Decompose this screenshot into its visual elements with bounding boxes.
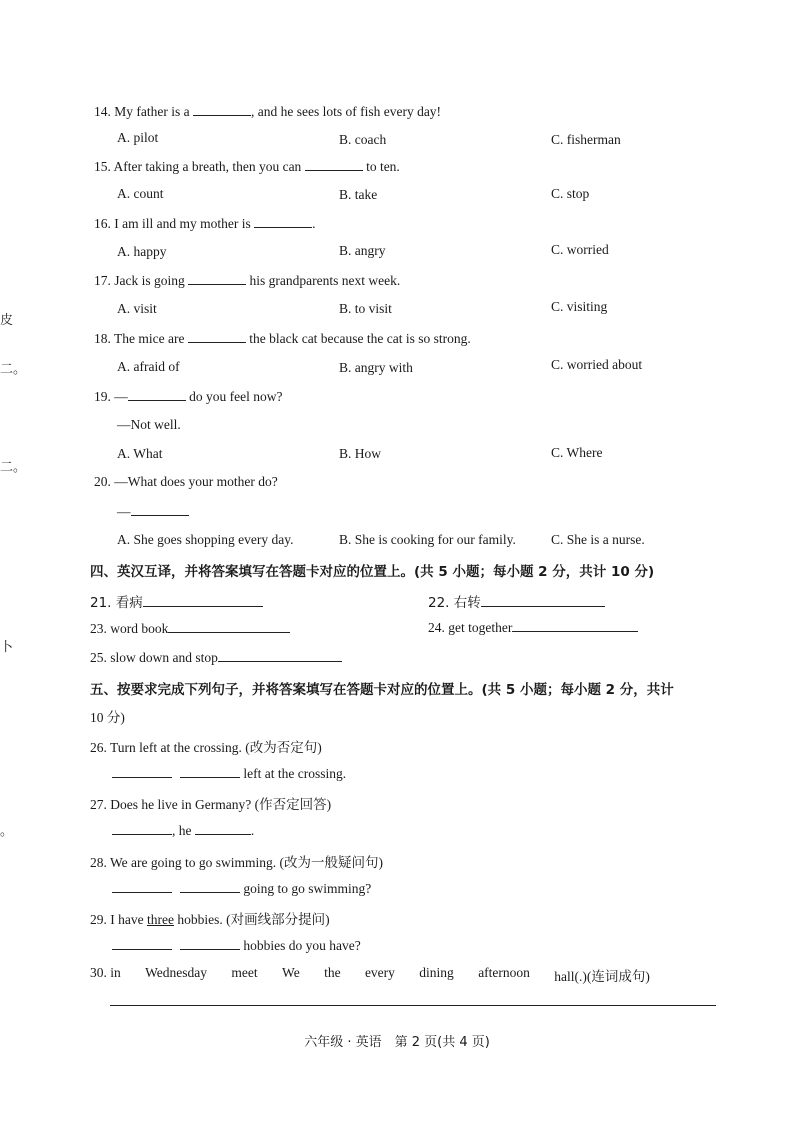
option-17-b: B. to visit bbox=[339, 301, 392, 316]
answer-27: , he . bbox=[112, 822, 254, 839]
answer-blank bbox=[188, 330, 246, 343]
option-14-b: B. coach bbox=[339, 132, 387, 147]
section-4-title: 四、英汉互译，并将答案填写在答题卡对应的位置上。(共 5 小题；每小题 2 分，共计 10 分) bbox=[90, 564, 655, 580]
scrambled-word: meet bbox=[231, 965, 258, 980]
answer-blank bbox=[195, 822, 251, 835]
answer-26: left at the crossing. bbox=[112, 765, 346, 782]
question-26: 26. Turn left at the crossing. (改为否定句) bbox=[90, 740, 322, 755]
question-19: 19. — do you feel now? bbox=[94, 389, 283, 404]
scrambled-word: We bbox=[282, 965, 300, 980]
answer-blank bbox=[143, 594, 263, 607]
option-20-a: A. She goes shopping every day. bbox=[117, 532, 294, 547]
answer-28: going to go swimming? bbox=[112, 880, 371, 897]
margin-mark-2: 二。 bbox=[0, 362, 27, 377]
answer-blank bbox=[180, 880, 240, 893]
option-17-c: C. visiting bbox=[551, 299, 608, 314]
option-18-a: A. afraid of bbox=[117, 359, 180, 374]
item-22: 22. 右转 bbox=[428, 591, 605, 611]
item-21: 21. 看病 bbox=[90, 591, 263, 611]
option-20-b: B. She is cooking for our family. bbox=[339, 532, 516, 547]
question-17: 17. Jack is going his grandparents next week. bbox=[94, 273, 401, 288]
question-15: 15. After taking a breath, then you can to ten. bbox=[94, 159, 400, 174]
answer-blank bbox=[305, 158, 363, 171]
margin-mark-4: 卜 bbox=[0, 640, 14, 655]
answer-29: hobbies do you have? bbox=[112, 937, 361, 954]
margin-mark-1: 皮 bbox=[0, 313, 14, 328]
answer-blank bbox=[112, 880, 172, 893]
answer-blank bbox=[180, 765, 240, 778]
scrambled-word: the bbox=[324, 965, 341, 980]
answer-blank bbox=[512, 619, 638, 632]
answer-blank bbox=[112, 822, 172, 835]
option-18-b: B. angry with bbox=[339, 360, 413, 375]
section-5-title: 五、按要求完成下列句子，并将答案填写在答题卡对应的位置上。(共 5 小题；每小题 2 分，共计 bbox=[90, 682, 674, 698]
option-15-c: C. stop bbox=[551, 186, 590, 201]
answer-line-30 bbox=[110, 1005, 716, 1006]
option-16-c: C. worried bbox=[551, 242, 609, 257]
answer-blank bbox=[193, 103, 251, 116]
answer-blank bbox=[168, 620, 290, 633]
option-15-a: A. count bbox=[117, 186, 164, 201]
option-19-a: A. What bbox=[117, 446, 163, 461]
item-23: 23. word book bbox=[90, 620, 290, 637]
answer-blank bbox=[180, 937, 240, 950]
answer-blank bbox=[112, 937, 172, 950]
answer-blank bbox=[131, 503, 189, 516]
answer-blank bbox=[254, 215, 312, 228]
option-16-b: B. angry bbox=[339, 243, 386, 258]
option-15-b: B. take bbox=[339, 187, 378, 202]
answer-blank bbox=[128, 388, 186, 401]
option-20-c: C. She is a nurse. bbox=[551, 532, 645, 547]
question-20: 20. —What does your mother do? bbox=[94, 474, 278, 489]
question-14: 14. My father is a , and he sees lots of fish every day! bbox=[94, 104, 442, 119]
scrambled-word: dining bbox=[419, 965, 454, 980]
reply-19: —Not well. bbox=[117, 417, 181, 432]
answer-blank bbox=[218, 649, 342, 662]
scrambled-word: 30. in bbox=[90, 965, 121, 980]
margin-mark-5: 。 bbox=[0, 824, 14, 839]
question-16: 16. I am ill and my mother is . bbox=[94, 216, 316, 231]
option-16-a: A. happy bbox=[117, 244, 167, 259]
page-footer: 六年级 · 英语 第 2 页(共 4 页) bbox=[304, 1035, 490, 1050]
section-5-title-cont: 10 分) bbox=[90, 710, 125, 725]
answer-blank bbox=[481, 594, 605, 607]
answer-blank bbox=[112, 765, 172, 778]
underlined-word: three bbox=[146, 912, 174, 927]
option-14-c: C. fisherman bbox=[551, 132, 621, 147]
scrambled-word: every bbox=[364, 965, 395, 980]
margin-mark-3: 二。 bbox=[0, 460, 27, 475]
scrambled-word: hall(.)(连词成句) bbox=[554, 969, 650, 984]
option-17-a: A. visit bbox=[117, 301, 157, 316]
question-27: 27. Does he live in Germany? (作否定回答) bbox=[90, 797, 332, 812]
reply-20: — bbox=[117, 503, 189, 520]
scrambled-word: afternoon bbox=[478, 965, 530, 980]
scrambled-word: Wednesday bbox=[145, 965, 208, 980]
answer-blank bbox=[188, 272, 246, 285]
question-28: 28. We are going to go swimming. (改为一般疑问句) bbox=[90, 855, 384, 870]
item-24: 24. get together bbox=[428, 619, 638, 636]
option-19-b: B. How bbox=[339, 446, 382, 461]
item-25: 25. slow down and stop bbox=[90, 649, 342, 666]
question-18: 18. The mice are the black cat because the cat is so strong. bbox=[94, 331, 471, 346]
option-19-c: C. Where bbox=[551, 445, 603, 460]
question-30 bbox=[90, 965, 650, 985]
question-29: 29. I have three hobbies. (对画线部分提问) bbox=[90, 912, 330, 927]
option-18-c: C. worried about bbox=[551, 357, 643, 372]
option-14-a: A. pilot bbox=[117, 130, 159, 145]
